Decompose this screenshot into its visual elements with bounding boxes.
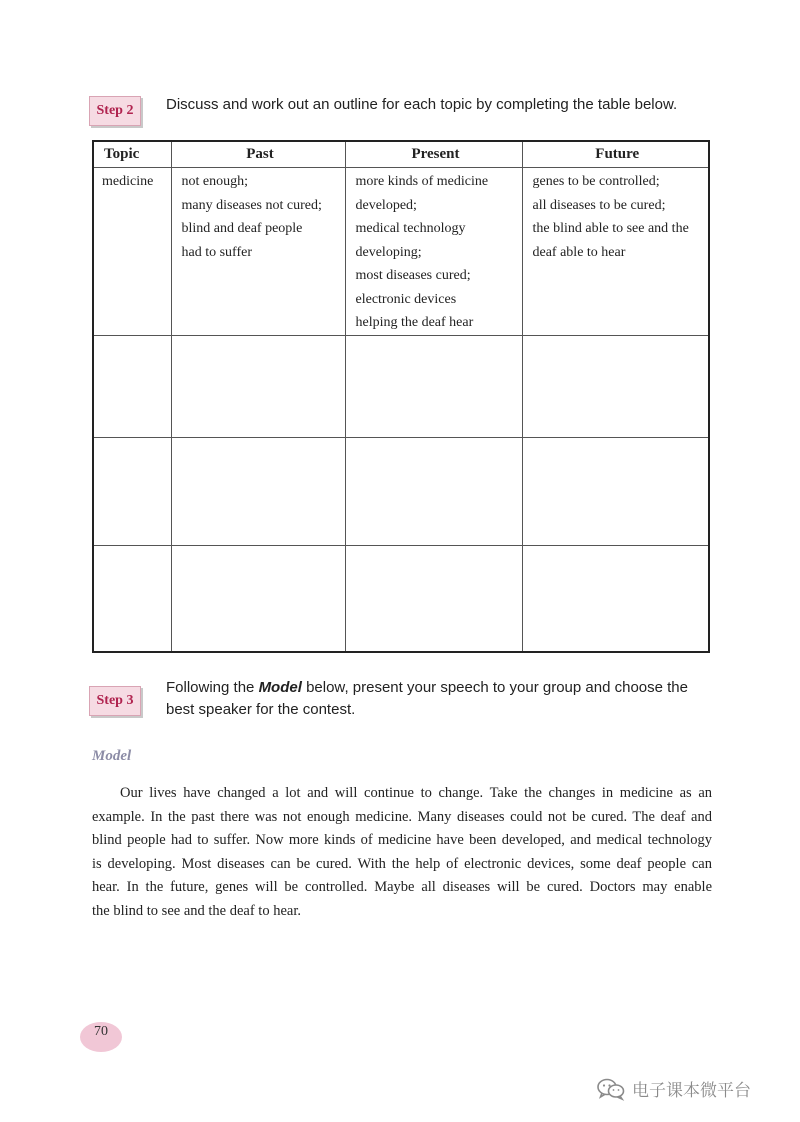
present-line: electronic devices <box>355 291 457 307</box>
header-future: Future <box>522 141 709 168</box>
blank-cell[interactable] <box>171 335 345 437</box>
present-line: most diseases cured; <box>355 268 471 283</box>
step2-instruction: Discuss and work out an outline for each topic by completing the table below. <box>166 96 678 113</box>
table-header-row <box>93 141 709 168</box>
blank-cell[interactable] <box>171 437 345 545</box>
present-line: developed; <box>355 197 417 213</box>
blank-cell[interactable] <box>93 335 171 437</box>
future-line: deaf able to hear <box>532 244 626 260</box>
blank-cell[interactable] <box>93 545 171 652</box>
past-line: blind and deaf people <box>181 221 303 236</box>
step3-text-line2: best speaker for the contest. <box>166 701 356 718</box>
blank-cell[interactable] <box>345 335 522 437</box>
step2-badge: Step 2 <box>89 96 141 126</box>
model-line: is developing. Most diseases can be cured. With the help of electronic devices, some deaf people can <box>92 855 712 872</box>
step3-badge: Step 3 <box>89 686 141 716</box>
blank-cell[interactable] <box>171 545 345 652</box>
past-line: many diseases not cured; <box>181 197 322 213</box>
model-line: example. In the past there was not enough medicine. Many diseases could not be cured. The deaf and <box>92 808 712 825</box>
step3-instruction <box>166 677 726 721</box>
future-line: all diseases to be cured; <box>532 197 666 213</box>
cell-past <box>171 168 345 336</box>
table-row-blank <box>93 335 709 437</box>
present-line: developing; <box>355 244 422 260</box>
cell-topic <box>93 168 171 336</box>
past-line: had to suffer <box>181 244 252 260</box>
model-line: the blind to see and the deaf to hear. <box>92 902 301 919</box>
present-line: more kinds of medicine <box>355 174 489 189</box>
step3-text-before: Following the <box>166 679 259 696</box>
blank-cell[interactable] <box>522 545 709 652</box>
cell-present <box>345 168 522 336</box>
table-row-blank <box>93 437 709 545</box>
present-line: helping the deaf hear <box>355 315 474 330</box>
blank-cell[interactable] <box>345 545 522 652</box>
step3-model-word: Model <box>258 679 302 696</box>
outline-table <box>92 140 710 653</box>
watermark-text: 电子课本微平台 <box>632 1081 751 1100</box>
present-line: medical technology <box>355 221 466 236</box>
model-line: blind people had to suffer. Now more kinds of medicine have been developed, and medical technology <box>92 832 712 848</box>
model-title: Model <box>92 748 132 764</box>
past-line: not enough; <box>181 174 248 189</box>
topic-text: medicine <box>102 174 154 189</box>
future-line: genes to be controlled; <box>532 174 660 189</box>
future-line: the blind able to see and the <box>532 221 689 236</box>
page-number: 70 <box>80 1022 122 1052</box>
header-present: Present <box>345 141 522 168</box>
table-row-blank <box>93 545 709 652</box>
model-line: hear. In the future, genes will be controlled. Maybe all diseases will be cured. Doctors may enable <box>92 879 712 895</box>
model-paragraph <box>92 782 712 923</box>
header-topic: Topic <box>93 141 171 168</box>
table-row <box>93 168 709 336</box>
blank-cell[interactable] <box>345 437 522 545</box>
step3-text-after: below, present your speech to your group and choose the <box>301 679 688 696</box>
blank-cell[interactable] <box>93 437 171 545</box>
wechat-icon <box>596 1077 626 1101</box>
header-past: Past <box>171 141 345 168</box>
blank-cell[interactable] <box>522 335 709 437</box>
blank-cell[interactable] <box>522 437 709 545</box>
watermark <box>596 1076 751 1101</box>
cell-future <box>522 168 709 336</box>
model-line: Our lives have changed a lot and will continue to change. Take the changes in medicine as an <box>120 785 712 801</box>
